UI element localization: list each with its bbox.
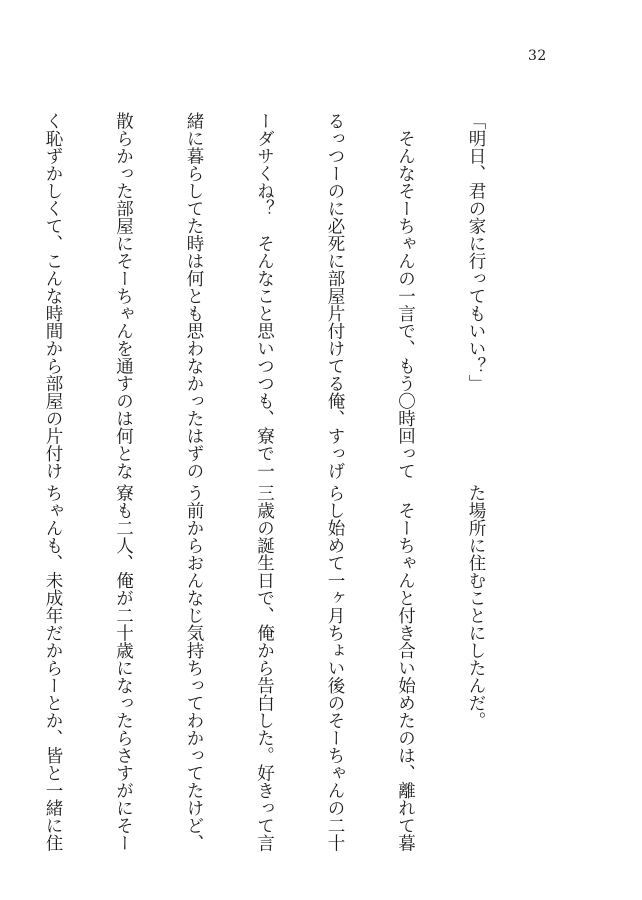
text-line: ちゃんも、未成年だからーとか、皆と一緒に住 bbox=[43, 484, 63, 852]
text-line: 三歳の誕生日で、俺から告白した。好きって言 bbox=[254, 484, 275, 852]
text-block-top bbox=[0, 112, 534, 480]
text-line: 緒に暮らしてた時は何とも思わなかったはずの bbox=[184, 112, 204, 480]
text-line: う前からおんなじ気持ちってわかってたけど、 bbox=[184, 484, 204, 852]
text-line: た場所に住むことにしたんだ。 bbox=[466, 484, 486, 729]
text-line: そんなそーちゃんの一言で、もう〇時回って bbox=[395, 112, 416, 480]
text-line: 散らかった部屋にそーちゃんを通すのは何とな bbox=[113, 112, 134, 480]
text-line: 「明日、君の家に行ってもいい？」 bbox=[466, 112, 486, 392]
text-line: らし始めて一ヶ月ちょい後のそーちゃんの二十 bbox=[325, 484, 345, 852]
text-line: く恥ずかしくて、こんな時間から部屋の片付け bbox=[43, 112, 63, 480]
page-number: 32 bbox=[528, 48, 547, 64]
text-line: 寮も二人、俺が二十歳になったらさすがにそー bbox=[113, 484, 134, 852]
text-line: ーダサくね？ そんなこと思いつつも、寮で一 bbox=[254, 112, 275, 480]
text-line: るっつーのに必死に部屋片付けてる俺、すっげ bbox=[325, 112, 345, 480]
text-line: そーちゃんと付き合い始めたのは、離れて暮 bbox=[395, 484, 416, 852]
text-block-bottom bbox=[0, 484, 534, 852]
